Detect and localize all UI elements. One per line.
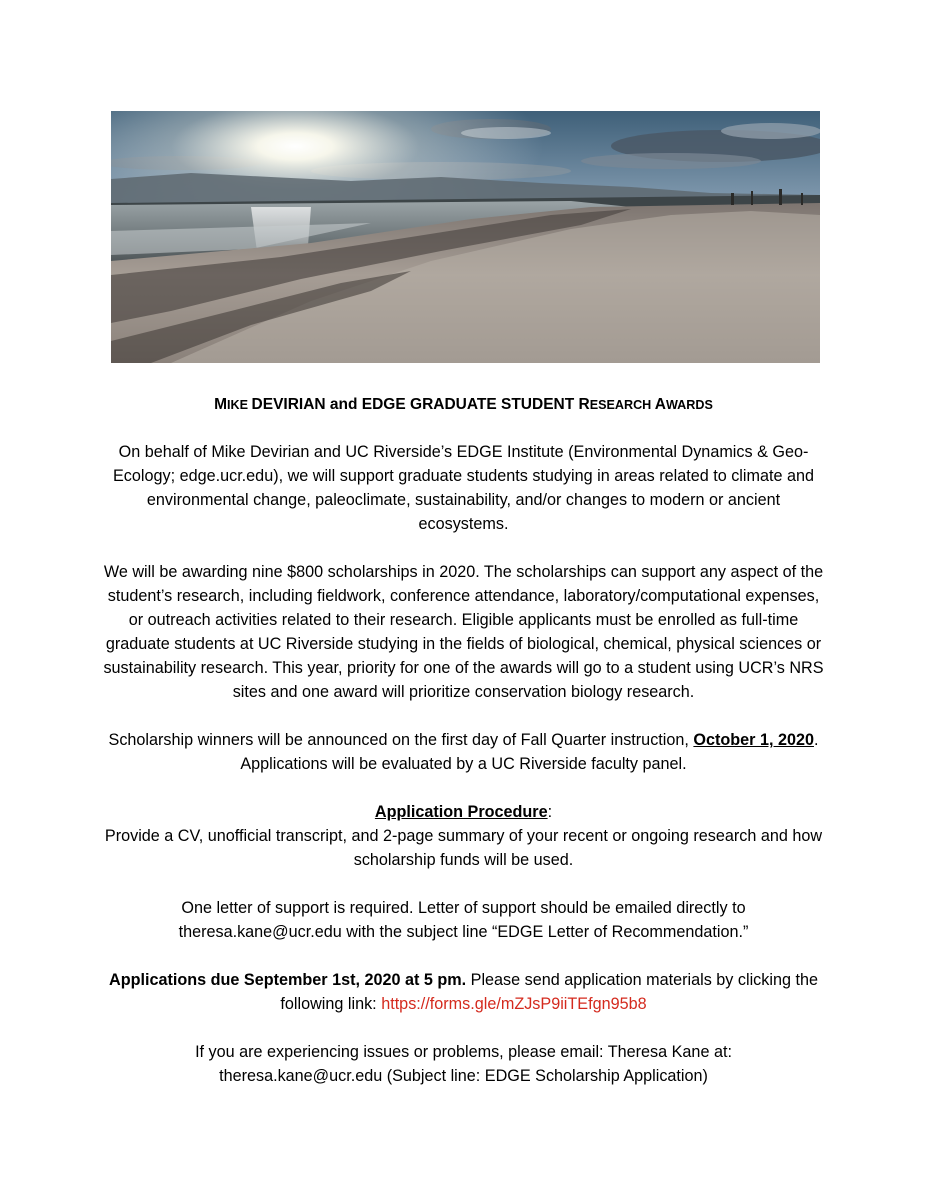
beach-sunset-photo xyxy=(111,111,820,363)
intro-paragraph: On behalf of Mike Devirian and UC Riverside’s EDGE Institute (Environmental Dynamics & Geo- Ecology; edge.ucr.edu), we will support graduate students studying in areas related to climate and environmental change, paleoclimate, sustainability, and/or changes to modern or ancient ecosystems. xyxy=(113,443,814,533)
deadline-paragraph: Applications due September 1st, 2020 at 5 pm. Please send application materials by clicking the following link: https://forms.gle/mZJsP9iiTEfgn95b8 xyxy=(109,971,818,1013)
procedure-section: Application Procedure: Provide a CV, unofficial transcript, and 2-page summary of your recent or ongoing research and how scholarship funds will be used. xyxy=(100,800,827,872)
application-form-link[interactable]: https://forms.gle/mZJsP9iiTEfgn95b8 xyxy=(381,995,647,1013)
awards-paragraph: We will be awarding nine $800 scholarships in 2020. The scholarships can support any aspect of the student’s research, including fieldwork, conference attendance, laboratory/computational expenses, or outreach activities related to their research. Eligible applicants must be enrolled as full-time graduate students at UC Riverside studying in the fields of biological, chemical, physical sciences or sustainability research. This year, priority for one of the awards will go to a student using UCR’s NRS sites and one award will prioritize conservation biology research. xyxy=(103,563,824,701)
contact-paragraph: If you are experiencing issues or problems, please email: Theresa Kane at: theresa.kane@ucr.edu (Subject line: EDGE Scholarship Application) xyxy=(195,1043,732,1085)
procedure-heading: Application Procedure xyxy=(374,803,548,821)
announcement-paragraph: Scholarship winners will be announced on the first day of Fall Quarter instruction, October 1, 2020. Applications will be evaluated by a UC Riverside faculty panel. xyxy=(108,731,819,773)
deadline-text: Applications due September 1st, 2020 at 5 pm. xyxy=(109,971,467,989)
procedure-text: Provide a CV, unofficial transcript, and 2-page summary of your recent or ongoing research and how scholarship funds will be used. xyxy=(104,827,823,869)
announcement-date: October 1, 2020 xyxy=(693,731,814,749)
page-title: MIKE DEVIRIAN and EDGE GRADUATE STUDENT RESEARCH AWARDS xyxy=(214,396,713,413)
document-body xyxy=(100,393,827,1112)
beach-sunset-image xyxy=(111,111,820,363)
letter-paragraph: One letter of support is required. Letter of support should be emailed directly to theresa.kane@ucr.edu with the subject line “EDGE Letter of Recommendation.” xyxy=(178,899,749,941)
